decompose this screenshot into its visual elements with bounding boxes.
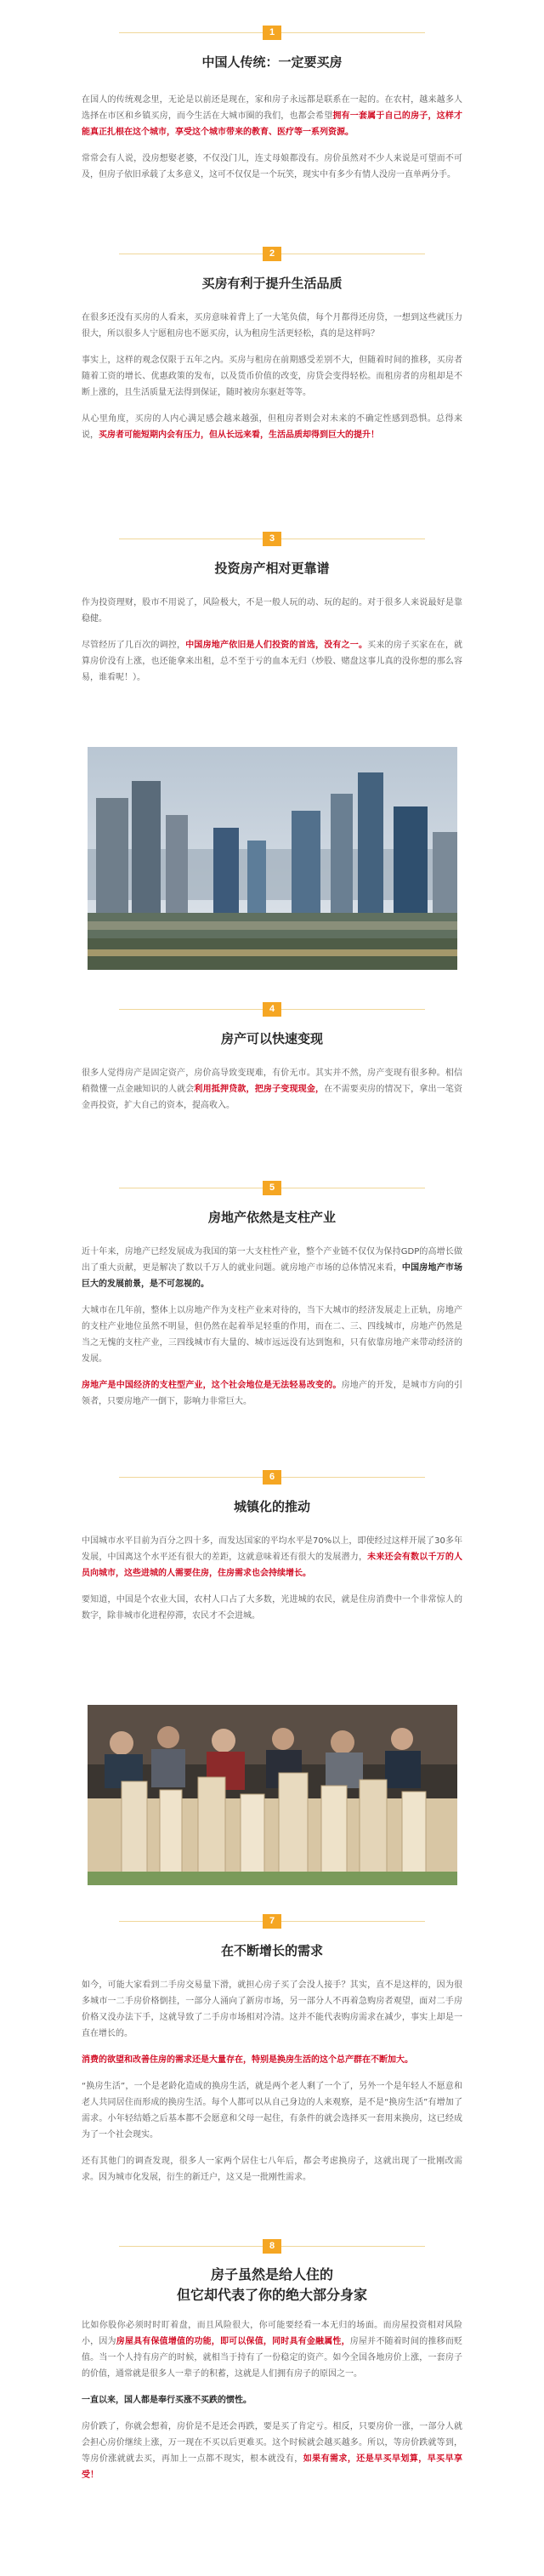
section-title: 投资房产相对更靠谱 <box>214 561 330 576</box>
paragraph: 在国人的传统观念里，无论是以前还是现在，家和房子永远都是联系在一起的。在农村，越来越多人选择在市区和乡镇买房，而今生活在大城市圈的我们，也都会希望拥有一套属于自己的房子，这样才能真正扎根在这个城市，享受这个城市带来的教育、医疗等一系列资源。 <box>82 95 463 137</box>
section-number-badge: 1 <box>263 26 281 40</box>
paragraph: 很多人觉得房产是固定资产，房价高导致变现难，有价无市。其实并不然，房产变现有很多种。相信稍微懂一点金融知识的人就会利用抵押贷款，把房子变现现金，在不需要卖房的情况下，拿出一笔资金再投资，扩大自己的资本，提高收入。 <box>82 1069 463 1110</box>
section-number-badge: 2 <box>263 247 281 261</box>
section-title: 城镇化的推动 <box>233 1499 310 1514</box>
section-number-badge: 6 <box>263 1470 281 1485</box>
paragraph: 房价跌了，你就会想着，房价是不是还会再跌，要是买了肯定亏。相反，只要房价一涨，一部分人就会担心房价继续上涨，万一现在不买以后更难买。这个时候就会越买越多。所以，等房价跌就等到，等房价涨就就去买，再加上一点都不现实，根本就没有，如果有需求，还是早买早划算，早买早享受！ <box>82 2422 463 2480</box>
paragraph: 在很多还没有买房的人看来，买房意味着背上了一大笔负债，每个月都得还房贷，一想到这些就压力很大，所以很多人宁愿租房也不愿买房，认为租房生活更轻松，真的是这样吗？ <box>82 313 462 339</box>
paragraph: 作为投资理财，股市不用说了，风险极大，不是一般人玩的动、玩的起的。对于很多人来说最好是靠稳健。 <box>82 598 462 624</box>
section-4 <box>0 1002 544 1114</box>
section-title: 买房有利于提升生活品质 <box>201 276 343 291</box>
section-title: 房子虽然是给人住的 <box>210 2266 333 2282</box>
paragraph: 大城市在几年前，整体上以房地产作为支柱产业来对待的，当下大城市的经济发展走上正轨，房地产的支柱产业地位虽然不明显，但仍然在起着举足轻重的作用，而在二、三、四线城市，房地产仍然是当之无愧的支柱产业，三四线城市有大量的、城市远远没有达到饱和，只有依靠房地产来带动经济的发展。 <box>82 1306 462 1364</box>
section-6 <box>0 1470 544 1624</box>
paragraph: 中国城市水平目前为百分之四十多，而发达国家的平均水平是70%以上，即使经过这样开展了30多年发展，中国离这个水平还有很大的差距，这就意味着还有很大的发展潜力，未来还会有数以千万的人员向城市，这些进城的人需要住房，住房需求也会持续增长。 <box>82 1536 463 1578</box>
paragraph: 消费的欲望和改善住房的需求还是大量存在，特别是换房生活的这个总产群在不断加大。 <box>82 2055 413 2065</box>
section-title: 在不断增长的需求 <box>220 1943 323 1958</box>
section-8 <box>0 2239 544 2483</box>
paragraph: 还有其他门的调查发现，很多人一家两个居住七八年后，都会考虑换房子，这就出现了一批刚改需求。因为城市化发展，衍生的新迁户，这又是一批刚性需求。 <box>82 2157 462 2182</box>
paragraph: 常常会有人说，没房想娶老婆，不仅没门儿，连丈母娘都没有。房价虽然对不少人来说是可望而不可及，但房子依旧承载了太多意义，这可不仅仅是一个玩笑，现实中有多少有情人没房一直单两分手。 <box>82 154 462 180</box>
section-number-badge: 8 <box>263 2239 281 2254</box>
section-2 <box>0 247 544 443</box>
section-3 <box>0 532 544 686</box>
section-title: 房地产依然是支柱产业 <box>207 1210 336 1225</box>
paragraph: 要知道，中国是个农业大国，农村人口占了大多数，光进城的农民，就是住房消费中一个非常惊人的数字，除非城市化进程停滞，农民才不会进城。 <box>82 1595 462 1621</box>
section-number-badge: 7 <box>263 1914 281 1929</box>
section-5 <box>0 1181 544 1410</box>
property-model-photo <box>88 1705 457 1885</box>
paragraph: 尽管经历了几百次的调控，中国房地产依旧是人们投资的首选，没有之一。买来的房子买家在在，就算房价没有上涨，也还能拿来出租，总不至于亏的血本无归（炒股、赌盘这事儿真的没你想的那么容易，谁看呢！）。 <box>82 641 463 682</box>
section-subtitle: 但它却代表了你的绝大部分身家 <box>176 2287 367 2303</box>
section-number-badge: 4 <box>263 1002 281 1017</box>
city-skyline-photo <box>88 747 457 970</box>
paragraph: 从心里角度，买房的人内心满足感会越来越强，但租房者则会对未来的不确定性感到恐惧。总得来说，买房者可能短期内会有压力，但从长远来看，生活品质却得到巨大的提升！ <box>82 414 462 440</box>
section-7 <box>0 1914 544 2186</box>
paragraph: “换房生活”，一个是老龄化造成的换房生活，就是两个老人剩了一个了，另外一个是年轻人不愿意和老人共同居住而形成的换房生活。每个人都可以从自己身边的人来观察，是不是“换房生活”有增加了需求。小年轻结婚之后基本都不会愿意和父母一起住，有条件的就会选择买一套用来换房，这已经成为了一个社会现实。 <box>82 2082 462 2140</box>
section-number-badge: 5 <box>263 1181 281 1195</box>
paragraph: 比如你股你必须时时盯着盘，而且风险很大，你可能要经看一本无归的场面。而房屋投资相对风险小，因为房屋具有保值增值的功能，即可以保值，同时具有金融属性，房屋并不随着时间的推移而贬值。当一个人持有房产的时候，就相当于持有了一份稳定的资产。如今全国各地房价上涨，一套房子的价值，通常就是很多人一辈子的积蓄，这就是人们拥有房子的原因之一。 <box>82 2321 463 2379</box>
paragraph: 事实上，这样的观念仅限于五年之内。买房与租房在前期感受差别不大，但随着时间的推移，买房者随着工资的增长、优惠政策的发布，以及货币价值的改变，房贷会变得轻松。而租房者的房租却是不断上涨的，且生活质量无法得到保证，随时被房东驱赶等等。 <box>82 356 462 397</box>
paragraph: 近十年来，房地产已经发展成为我国的第一大支柱性产业，整个产业链不仅仅为保持GDP的高增长做出了重大贡献，更是解决了数以千万人的就业问题。就房地产市场的总体情况来看，中国房地产市场巨大的发展前景，是不可忽视的。 <box>82 1247 463 1289</box>
paragraph: 如今，可能大家看到二手房交易量下滑，就担心房子买了会没人接手？其实，直不是这样的，因为很多城市一二手房价格倒挂，一部分人涌向了新房市场，另一部分人不再着急购房者观望，面对二手房价格又没办法下手，这就导致了二手房市场相对冷清。这并不能代表购房需求在减少，事实上却是一直在增长的。 <box>82 1980 462 2038</box>
section-1 <box>0 26 544 183</box>
section-number-badge: 3 <box>263 532 281 546</box>
paragraph: 房地产是中国经济的支柱型产业，这个社会地位是无法轻易改变的。房地产的开发，是城市方向的引领者，只要房地产一倒下，影响力非常巨大。 <box>82 1381 463 1406</box>
section-title: 中国人传统：一定要买房 <box>201 54 343 70</box>
section-title: 房产可以快速变现 <box>220 1031 323 1046</box>
paragraph: 一直以来，国人都是奉行买涨不买跌的惯性。 <box>82 2396 252 2405</box>
